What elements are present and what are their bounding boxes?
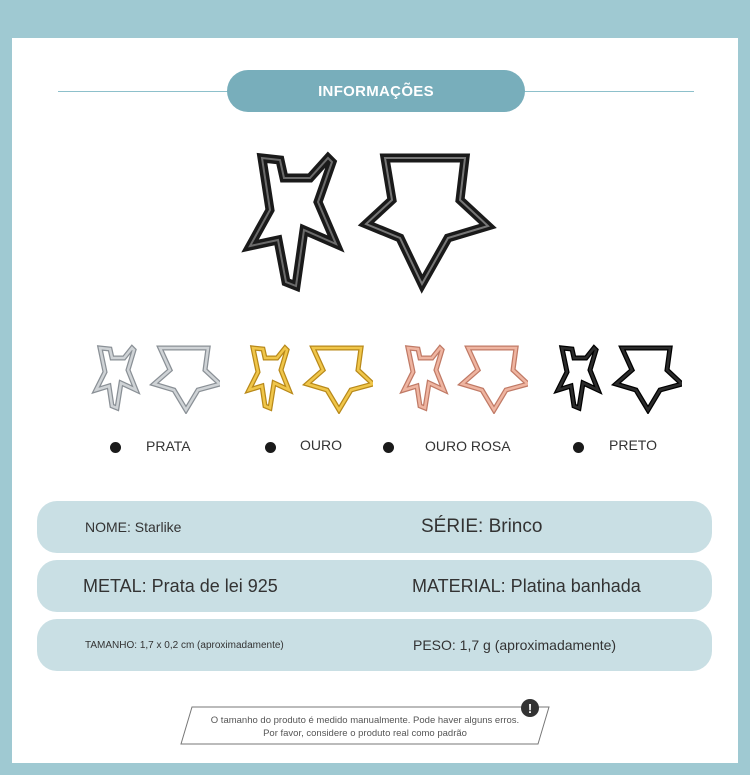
divider-right xyxy=(524,91,694,92)
spec-row-3 xyxy=(37,619,712,671)
variant-bullet xyxy=(265,442,276,453)
note-line-1: O tamanho do produto é medido manualmente. Pode haver alguns erros. xyxy=(210,715,520,726)
section-title: INFORMAÇÕES xyxy=(227,70,525,112)
divider-left xyxy=(58,91,228,92)
spec-row-1 xyxy=(37,501,712,553)
note-line-2: Por favor, considere o produto real como padrão xyxy=(263,728,467,739)
earring-variant-1 xyxy=(243,342,373,414)
variant-bullet xyxy=(110,442,121,453)
spec-name: NOME: Starlike xyxy=(85,519,182,535)
variant-bullet xyxy=(573,442,584,453)
spec-weight: PESO: 1,7 g (aproximadamente) xyxy=(413,637,617,653)
spec-material: MATERIAL: Platina banhada xyxy=(412,575,641,596)
earring-variant-3 xyxy=(552,342,682,414)
variant-label-3: PRETO xyxy=(609,437,657,453)
spec-series: SÉRIE: Brinco xyxy=(421,516,543,537)
exclamation-icon: ! xyxy=(521,699,539,717)
spec-row-2 xyxy=(37,560,712,612)
earring-variant-2 xyxy=(398,342,528,414)
spec-metal: METAL: Prata de lei 925 xyxy=(83,575,278,596)
disclaimer-note xyxy=(180,706,550,746)
earring-hero-image xyxy=(240,150,510,300)
variant-bullet xyxy=(383,442,394,453)
earring-variant-0 xyxy=(90,342,220,414)
spec-size: TAMANHO: 1,7 x 0,2 cm (aproximadamente) xyxy=(85,639,284,651)
variant-label-1: OURO xyxy=(300,437,342,453)
variant-label-2: OURO ROSA xyxy=(425,438,511,454)
variant-label-0: PRATA xyxy=(146,438,191,454)
